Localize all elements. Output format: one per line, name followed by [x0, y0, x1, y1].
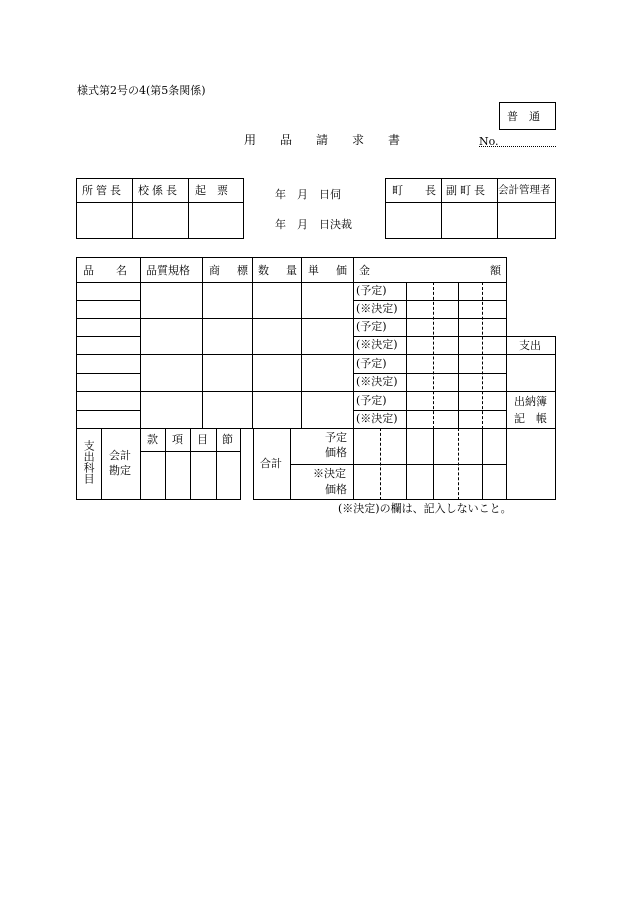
page-title: 用 品 請 求 書 [244, 133, 407, 147]
expenditure-label: 支出 [519, 339, 541, 352]
footnote: (※決定)の欄は、記入しないこと。 [338, 502, 512, 515]
approval-head-mayor: 町 長 [392, 184, 436, 197]
approval-head-director: 所管長 [82, 184, 124, 197]
approval-head-drafter: 起 票 [195, 184, 228, 197]
total-planned-line2: 価格 [325, 446, 347, 459]
stamp-cell-deputy-mayor[interactable] [442, 203, 496, 238]
ordinary-label: 普 通 [507, 110, 540, 123]
header-amount-right: 額 [490, 264, 501, 277]
approval-head-section-chief: 校係長 [138, 184, 180, 197]
approval-head-accountant: 会計管理者 [498, 184, 551, 196]
header-amount-left: 金 [359, 264, 370, 277]
account-level-setsu: 節 [222, 433, 233, 446]
no-field[interactable] [479, 146, 556, 147]
ledger-label-line1: 出納簿 [514, 395, 547, 408]
stamp-cell-director[interactable] [77, 203, 131, 238]
total-decided-line2: 価格 [325, 483, 347, 496]
account-level-kan: 款 [147, 433, 158, 446]
form-number: 様式第2号の4(第5条関係) [77, 84, 206, 97]
planned-label: (予定) [356, 394, 387, 407]
total-planned-line1: 予定 [325, 431, 347, 444]
header-quantity: 数 量 [258, 264, 300, 277]
expenditure-subject-label: 支出科目 [82, 440, 96, 484]
account-level-kou: 項 [172, 433, 183, 446]
request-date-label: 年 月 日伺 [275, 188, 341, 201]
planned-label: (予定) [356, 320, 387, 333]
ledger-label-line2: 記 帳 [514, 412, 547, 425]
header-item-name: 品 名 [83, 264, 127, 277]
accounting-subject-line1: 会計 [109, 449, 131, 462]
decided-label: (※決定) [356, 412, 398, 425]
stamp-cell-accountant[interactable] [498, 203, 555, 238]
header-quality-spec: 品質規格 [146, 264, 190, 277]
header-brand: 商 標 [209, 264, 251, 277]
accounting-subject-line2: 勘定 [109, 464, 131, 477]
decided-label: (※決定) [356, 375, 398, 388]
decision-date-label: 年 月 日決裁 [275, 218, 352, 231]
decided-label: (※決定) [356, 302, 398, 315]
account-level-moku: 目 [197, 433, 208, 446]
decided-label: (※決定) [356, 338, 398, 351]
header-unit-price: 単 価 [308, 264, 350, 277]
planned-label: (予定) [356, 357, 387, 370]
stamp-cell-section-chief[interactable] [133, 203, 187, 238]
no-label: No. [479, 135, 499, 148]
planned-label: (予定) [356, 284, 387, 297]
total-decided-line1: ※決定 [313, 467, 346, 480]
stamp-cell-drafter[interactable] [189, 203, 243, 238]
total-label: 合計 [260, 457, 282, 470]
approval-head-deputy-mayor: 副町長 [446, 184, 488, 197]
stamp-cell-mayor[interactable] [386, 203, 440, 238]
